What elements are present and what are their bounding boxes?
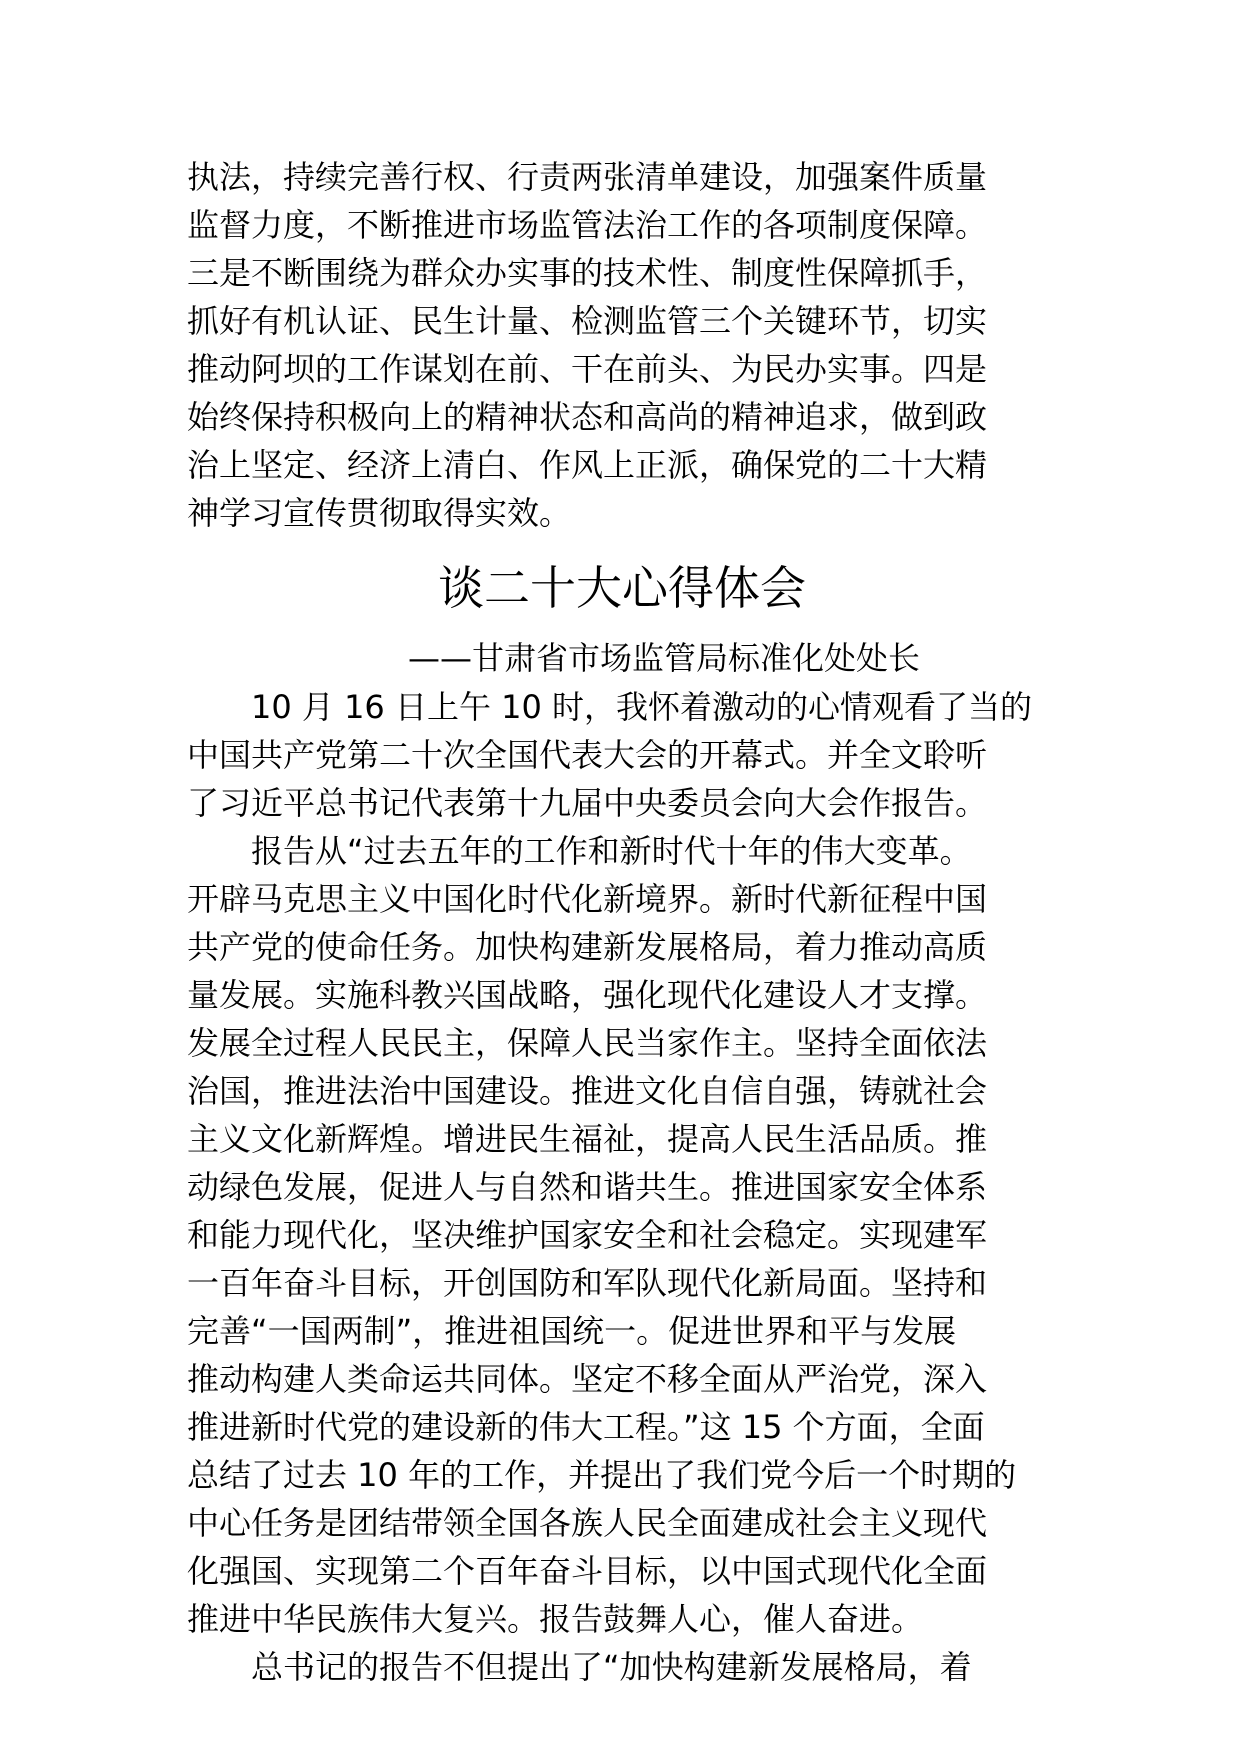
text-line: 主义文化新辉煌。增进民生福祉，提高人民生活品质。推 xyxy=(187,1120,988,1158)
text-line: 治上坚定、经济上清白、作风上正派，确保党的二十大精 xyxy=(187,446,988,484)
text-line: 共产党的使命任务。加快构建新发展格局，着力推动高质 xyxy=(187,928,988,966)
text-line: 推进中华民族伟大复兴。报告鼓舞人心，催人奋进。 xyxy=(187,1600,924,1638)
paragraph-opening xyxy=(187,683,1057,827)
text-line: 中国共产党第二十次全国代表大会的开幕式。并全文聆听 xyxy=(187,736,988,774)
article-title: 谈二十大心得体会 xyxy=(438,561,806,615)
text-line: 报告从“过去五年的工作和新时代十年的伟大变革。 xyxy=(251,832,972,870)
text-column xyxy=(187,153,1057,1691)
article-subtitle: ——甘肃省市场监管局标准化处处长 xyxy=(407,639,920,677)
text-line: 10 月 16 日上午 10 时，我怀着激动的心情观看了当的 xyxy=(251,688,1033,726)
text-line: 推动阿坝的工作谋划在前、干在前头、为民办实事。四是 xyxy=(187,350,988,388)
text-line: 中心任务是团结带领全国各族人民全面建成社会主义现代 xyxy=(187,1504,988,1542)
text-line: 化强国、实现第二个百年奋斗目标，以中国式现代化全面 xyxy=(187,1552,988,1590)
text-line: 开辟马克思主义中国化时代化新境界。新时代新征程中国 xyxy=(187,880,988,918)
text-line: 了习近平总书记代表第十九届中央委员会向大会作报告。 xyxy=(187,784,988,822)
text-line: 动绿色发展，促进人与自然和谐共生。推进国家安全体系 xyxy=(187,1168,988,1206)
text-line: 治国，推进法治中国建设。推进文化自信自强，铸就社会 xyxy=(187,1072,988,1110)
continuation-paragraph xyxy=(187,153,1057,537)
text-line: 推进新时代党的建设新的伟大工程。”这 15 个方面，全面 xyxy=(187,1408,985,1446)
text-line: 完善“一国两制”，推进祖国统一。促进世界和平与发展 xyxy=(187,1312,957,1350)
text-line: 推动构建人类命运共同体。坚定不移全面从严治党，深入 xyxy=(187,1360,988,1398)
text-line: 执法，持续完善行权、行责两张清单建设，加强案件质量 xyxy=(187,158,988,196)
text-line: 一百年奋斗目标，开创国防和军队现代化新局面。坚持和 xyxy=(187,1264,988,1302)
paragraph-report-summary xyxy=(187,827,1057,1643)
text-line: 量发展。实施科教兴国战略，强化现代化建设人才支撑。 xyxy=(187,976,988,1014)
text-line: 发展全过程人民民主，保障人民当家作主。坚持全面依法 xyxy=(187,1024,988,1062)
text-line: 总结了过去 10 年的工作，并提出了我们党今后一个时期的 xyxy=(187,1456,1017,1494)
text-line: 神学习宣传贯彻取得实效。 xyxy=(187,494,572,532)
paragraph-closing xyxy=(187,1643,1057,1691)
text-line: 监督力度，不断推进市场监管法治工作的各项制度保障。 xyxy=(187,206,988,244)
text-line: 始终保持积极向上的精神状态和高尚的精神追求，做到政 xyxy=(187,398,988,436)
text-line: 抓好有机认证、民生计量、检测监管三个关键环节，切实 xyxy=(187,302,988,340)
text-line: 三是不断围绕为群众办实事的技术性、制度性保障抓手， xyxy=(187,254,988,292)
text-line: 总书记的报告不但提出了“加快构建新发展格局，着 xyxy=(251,1648,972,1686)
text-line: 和能力现代化，坚决维护国家安全和社会稳定。实现建军 xyxy=(187,1216,988,1254)
